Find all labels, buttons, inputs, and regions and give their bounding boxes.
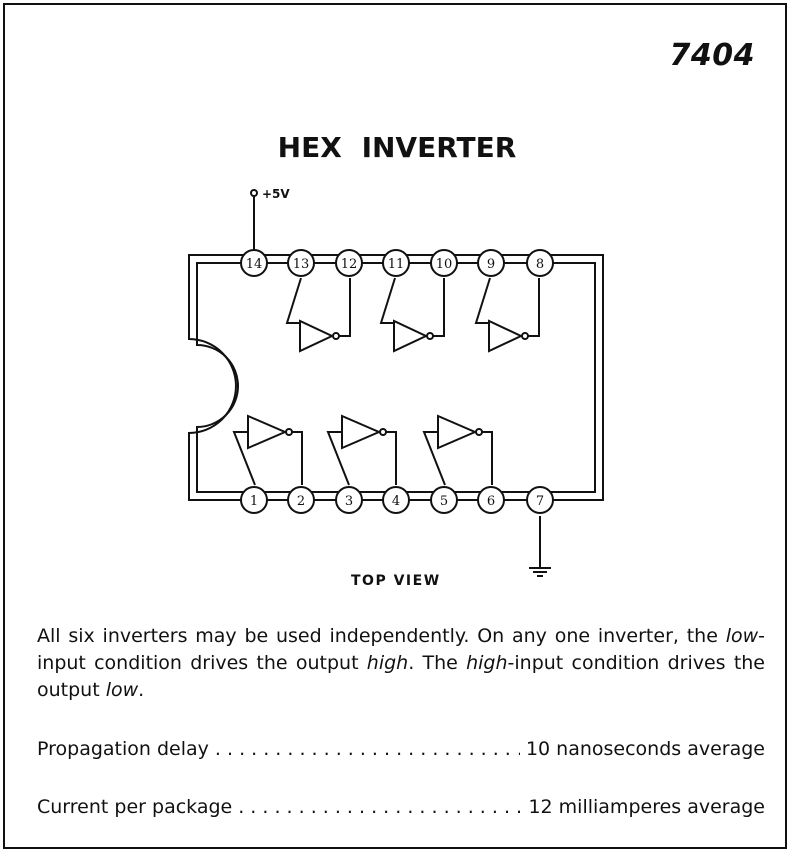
leader-dots (238, 796, 522, 818)
spec-value: 10 nanoseconds average (525, 738, 765, 760)
pin-number: 4 (391, 494, 401, 509)
pin-number: 14 (245, 257, 263, 272)
pin-number: 3 (344, 494, 354, 509)
description-text-3: . The (408, 652, 467, 674)
description-text-2: -input condition drives the output (37, 625, 765, 674)
pin-1 (241, 487, 267, 513)
description-emphasis-4: low (105, 679, 139, 701)
spec-row-current-per-package (37, 796, 765, 818)
pin-number: 9 (486, 257, 496, 272)
ground-icon (529, 568, 551, 576)
pin-number: 8 (535, 257, 545, 272)
spec-row-propagation-delay (37, 738, 765, 760)
pin-13 (288, 250, 314, 276)
description-emphasis-3: high (466, 652, 508, 674)
pin-number: 11 (387, 257, 405, 272)
pin-3 (336, 487, 362, 513)
pin-2 (288, 487, 314, 513)
pin-11 (383, 250, 409, 276)
leader-dots (215, 738, 520, 760)
pin-number: 5 (439, 494, 449, 509)
pin-9 (478, 250, 504, 276)
description-emphasis-1: low (725, 625, 759, 647)
pin-10 (431, 250, 457, 276)
description-text-1: All six inverters may be used independently. On any one inverter, the (37, 625, 726, 647)
inverter-gate-1-2 (234, 416, 302, 485)
pin-number: 1 (249, 494, 259, 509)
pin-14 (241, 250, 267, 276)
view-label: TOP VIEW (351, 573, 441, 589)
inverter-gate-3-4 (328, 416, 396, 485)
pin-8 (527, 250, 553, 276)
inverter-gate-9-8 (476, 278, 539, 351)
pin-number: 10 (435, 257, 453, 272)
datasheet-card (3, 3, 787, 849)
inverter-gate-5-6 (424, 416, 492, 485)
pin-12 (336, 250, 362, 276)
pin-4 (383, 487, 409, 513)
pin-number: 2 (296, 494, 306, 509)
pin-number: 6 (486, 494, 496, 509)
inverter-gate-13-12 (287, 278, 350, 351)
spec-value: 12 milliamperes average (528, 796, 765, 818)
spec-label: Current per package (37, 796, 233, 818)
page-title: HEX INVERTER (277, 131, 517, 164)
pin-number: 13 (292, 257, 310, 272)
supply-terminal (251, 190, 257, 196)
part-number: 7404 (669, 38, 755, 73)
pin-number: 12 (340, 257, 358, 272)
pinout-diagram (5, 5, 789, 605)
spec-label: Propagation delay (37, 738, 209, 760)
pin-7 (527, 487, 553, 513)
description-text-5: . (138, 679, 145, 701)
inverter-gate-11-10 (381, 278, 444, 351)
supply-label: +5V (262, 187, 290, 201)
description-text-4: -input condition drives the output (37, 652, 765, 701)
description (37, 623, 765, 704)
pin-6 (478, 487, 504, 513)
description-emphasis-2: high (366, 652, 409, 674)
pin-5 (431, 487, 457, 513)
pin-number: 7 (535, 494, 545, 509)
